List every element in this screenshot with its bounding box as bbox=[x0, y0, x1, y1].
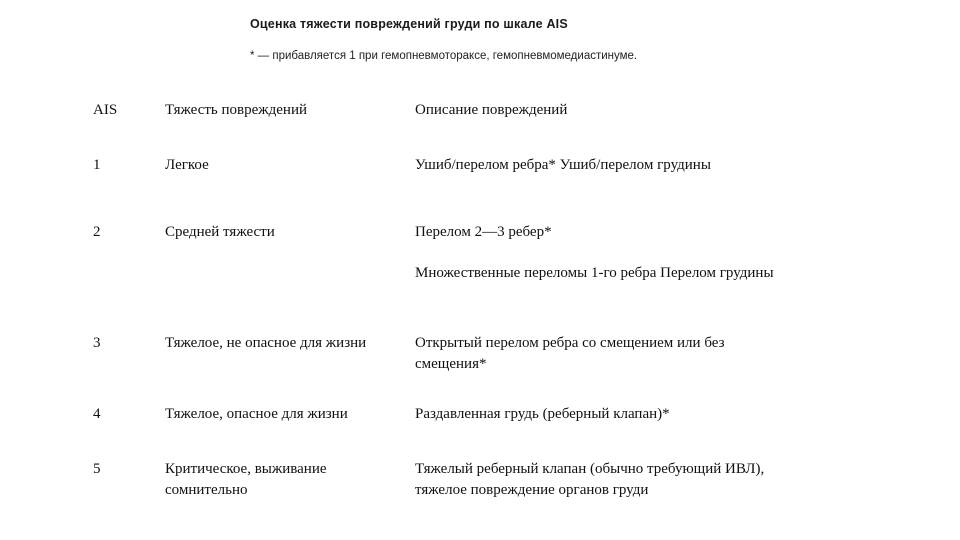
row-severity: Легкое bbox=[165, 157, 209, 173]
row-severity: Критическое, выживание сомнительно bbox=[165, 461, 327, 498]
document-title: Оценка тяжести повреждений груди по шкале AIS bbox=[250, 17, 568, 31]
row-ais-value: 4 bbox=[93, 406, 101, 422]
row-description: Раздавленная грудь (реберный клапан)* bbox=[415, 406, 670, 422]
row-ais-value: 1 bbox=[93, 157, 101, 173]
row-ais-value: 2 bbox=[93, 224, 101, 240]
row-description: Открытый перелом ребра со смещением или без смещения* bbox=[415, 335, 725, 372]
header-description: Описание повреждений bbox=[415, 102, 568, 118]
header-ais: AIS bbox=[93, 102, 118, 118]
row-description-extra: Множественные переломы 1-го ребра Перелом грудины bbox=[415, 265, 774, 281]
row-ais-value: 5 bbox=[93, 461, 101, 477]
row-description: Тяжелый реберный клапан (обычно требующий ИВЛ), тяжелое повреждение органов груди bbox=[415, 461, 765, 498]
row-severity: Тяжелое, не опасное для жизни bbox=[165, 335, 367, 351]
document-footnote: * — прибавляется 1 при гемопневмотораксе, гемопневмомедиастинуме. bbox=[250, 50, 638, 62]
row-description: Ушиб/перелом ребра* Ушиб/перелом грудины bbox=[415, 157, 711, 173]
row-severity: Средней тяжести bbox=[165, 224, 275, 240]
row-severity: Тяжелое, опасное для жизни bbox=[165, 406, 348, 422]
row-ais-value: 3 bbox=[93, 335, 101, 351]
row-description: Перелом 2—3 ребер* bbox=[415, 224, 552, 240]
header-severity: Тяжесть повреждений bbox=[165, 102, 307, 118]
